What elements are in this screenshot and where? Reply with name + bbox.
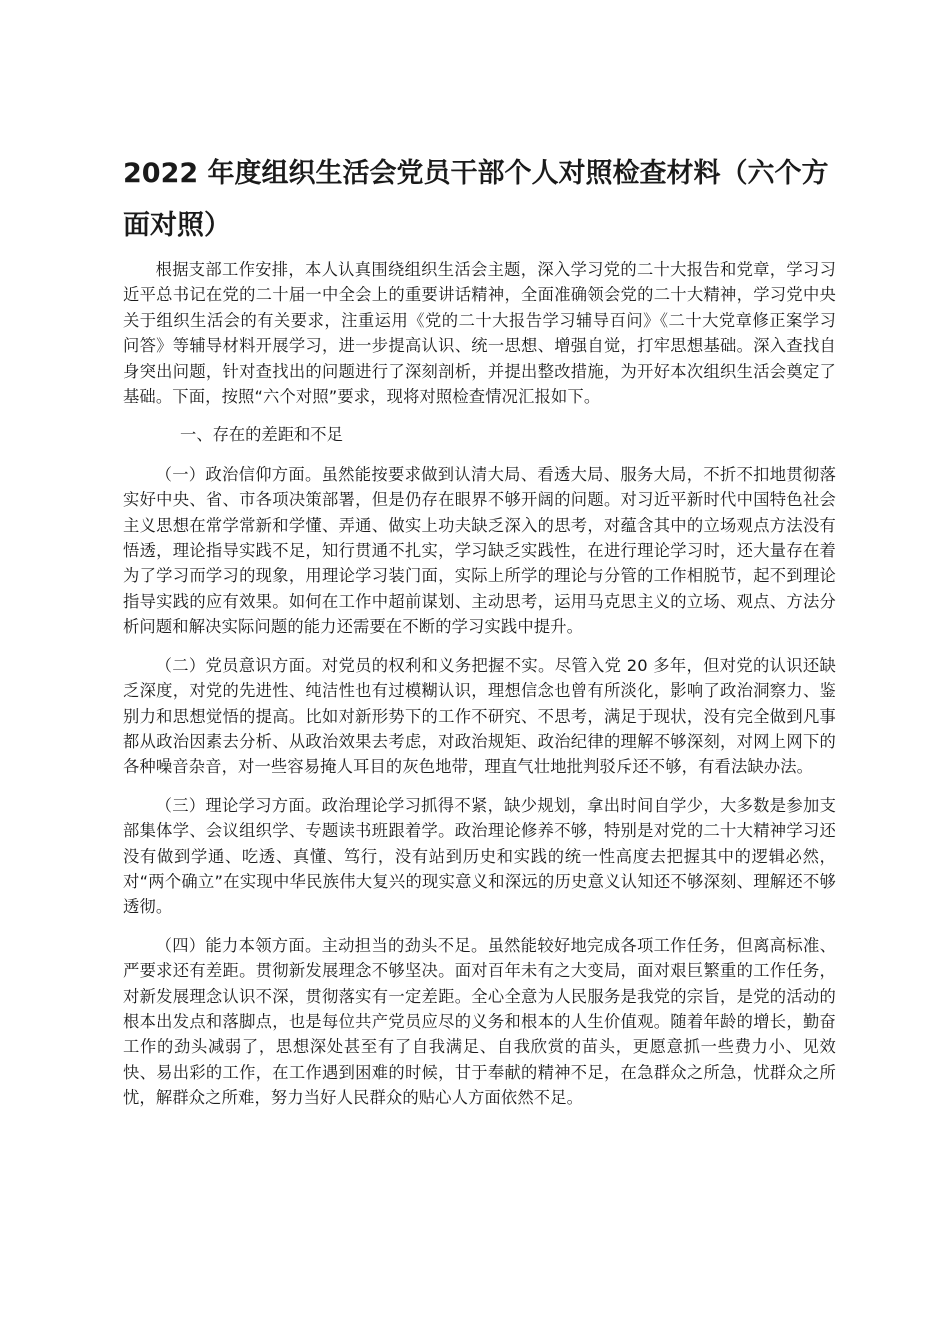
section-paragraph-party-awareness: （二）党员意识方面。对党员的权利和义务把握不实。尽管入党 20 多年，但对党的认识还缺乏深度，对党的先进性、纯洁性也有过模糊认识，理想信念也曾有所淡化，影响了政治洞察力、鉴别力和思想觉悟的提高。比如对新形势下的工作不研究、不思考，满足于现状，没有完全做到凡事都从政治因素去分析、从政治效果去考虑，对政治规矩、政治纪律的理解不够深刻，对网上网下的各种噪音杂音，对一些容易掩人耳目的灰色地带，理直气壮地批判驳斥还不够，有看法缺办法。: [123, 655, 836, 777]
document-title: 2022 年度组织生活会党员干部个人对照检查材料（六个方面对照）: [123, 158, 829, 241]
section-paragraph-theory-study: （三）理论学习方面。政治理论学习抓得不紧，缺少规划，拿出时间自学少，大多数是参加支部集体学、会议组织学、专题读书班跟着学。政治理论修养不够，特别是对党的二十大精神学习还没有做到学通、吃透、真懂、笃行，没有站到历史和实践的统一性高度去把握其中的逻辑必然，对“两个确立”在实现中华民族伟大复兴的现实意义和深远的历史意义认知还不够深刻、理解还不够透彻。: [123, 795, 836, 917]
section-paragraph-ability: （四）能力本领方面。主动担当的劲头不足。虽然能较好地完成各项工作任务，但离高标准、严要求还有差距。贯彻新发展理念不够坚决。面对百年未有之大变局，面对艰巨繁重的工作任务，对新发展理念认识不深，贯彻落实有一定差距。全心全意为人民服务是我党的宗旨，是党的活动的根本出发点和落脚点，也是每位共产党员应尽的义务和根本的人生价值观。随着年龄的增长，勤奋工作的劲头减弱了，思想深处甚至有了自我满足、自我欣赏的苗头，更愿意抓一些费力小、见效快、易出彩的工作，在工作遇到困难的时候，甘于奉献的精神不足，在急群众之所急，忧群众之所忧，解群众之所难，努力当好人民群众的贴心人方面依然不足。: [123, 935, 836, 1108]
section-paragraph-political-belief: （一）政治信仰方面。虽然能按要求做到认清大局、看透大局、服务大局，不折不扣地贯彻落实好中央、省、市各项决策部署，但是仍存在眼界不够开阔的问题。对习近平新时代中国特色社会主义思想在常学常新和学懂、弄通、做实上功夫缺乏深入的思考，对蕴含其中的立场观点方法没有悟透，理论指导实践不足，知行贯通不扎实，学习缺乏实践性，在进行理论学习时，还大量存在着为了学习而学习的现象，用理论学习装门面，实际上所学的理论与分管的工作相脱节，起不到理论指导实践的应有效果。如何在工作中超前谋划、主动思考，运用马克思主义的立场、观点、方法分析问题和解决实际问题的能力还需要在不断的学习实践中提升。: [123, 464, 836, 637]
document-body: [123, 257, 836, 1124]
intro-paragraph: 根据支部工作安排，本人认真围绕组织生活会主题，深入学习党的二十大报告和党章，学习习近平总书记在党的二十届一中全会上的重要讲话精神，全面准确领会党的二十大精神，学习党中央关于组织生活会的有关要求，注重运用《党的二十大报告学习辅导百问》《二十大党章修正案学习问答》等辅导材料开展学习，进一步提高认识、统一思想、增强自觉，打牢思想基础。深入查找自身突出问题，针对查找出的问题进行了深刻剖析，并提出整改措施，为开好本次组织生活会奠定了基础。下面，按照“六个对照”要求，现将对照检查情况汇报如下。: [123, 260, 836, 407]
section-heading: 一、存在的差距和不足: [180, 425, 343, 445]
